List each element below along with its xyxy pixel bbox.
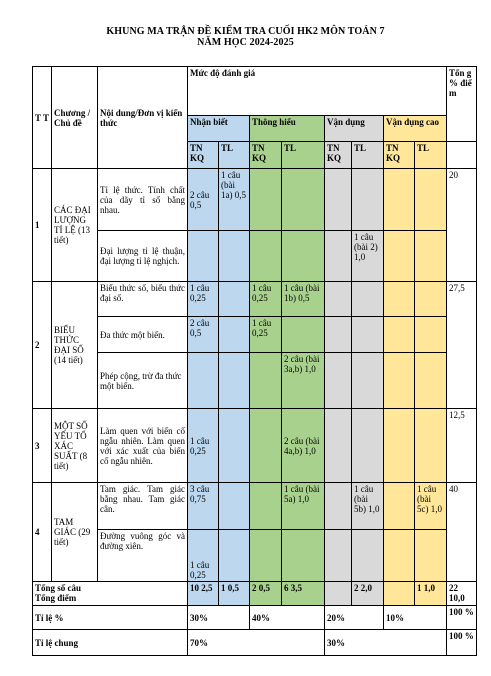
row1b-th-tl: [282, 231, 325, 282]
row4b-vdc-tn: [384, 530, 415, 582]
row4b-nb-tl: [219, 530, 250, 582]
header-nhanbiet: Nhận biết: [188, 116, 250, 142]
header-vandungcao: Vận dụng cao: [384, 116, 447, 142]
tile-label: Tỉ lệ %: [33, 606, 188, 630]
row4b-noidung: Đường vuông góc và đường xiên.: [98, 530, 188, 582]
header-mucdo: Mức độ đánh giá: [188, 67, 447, 116]
row4a-vd-tl: 1 câu (bài 5b) 1,0: [352, 483, 384, 530]
row2a-th-tn: 1 câu 0,25: [250, 282, 282, 317]
row1a-noidung: Tỉ lệ thức. Tính chất của dãy tỉ số bằng nhau.: [98, 169, 188, 231]
row3-chuong: MỘT SỐ YẾU TỐ XÁC SUẤT (8 tiết): [52, 409, 98, 483]
header-th-tl: TL: [282, 142, 325, 169]
school-year: NĂM HỌC 2024-2025: [197, 37, 294, 48]
row2c-vd-tn: [325, 353, 352, 409]
row2-tt: 2: [33, 282, 52, 409]
row2b-nb-tn: 2 câu 0,5: [188, 317, 219, 353]
row1a-th-tn: [250, 169, 282, 231]
row2b-th-tn: 1 câu 0,25: [250, 317, 282, 353]
row1-chuong: CÁC ĐẠI LƯỢNG TỈ LỆ (13 tiết): [52, 169, 98, 282]
tilechung-label: Tỉ lệ chung: [33, 630, 188, 656]
header-vdc-tnkq: TN KQ: [384, 142, 415, 169]
row3-th-tn: [250, 409, 282, 483]
row1b-noidung: Đại lượng tỉ lệ thuận, đại lượng tỉ lệ nghịch.: [98, 231, 188, 282]
row4a-th-tn: [250, 483, 282, 530]
matrix-table: [32, 66, 477, 656]
row1a-vdc-tl: [415, 169, 447, 231]
row2a-nb-tn: 1 câu 0,25: [188, 282, 219, 317]
row3-vd-tl: [352, 409, 384, 483]
row4a-vdc-tl: 1 câu (bài 5c) 1,0: [415, 483, 447, 530]
row3-vdc-tn: [384, 409, 415, 483]
row2c-vdc-tn: [384, 353, 415, 409]
tile-nb: 30%: [188, 606, 250, 630]
total-vd-tn: [325, 582, 352, 606]
total-nb-tl: 1 0,5: [219, 582, 250, 606]
row1a-vdc-tn: [384, 169, 415, 231]
row3-th-tl: 2 câu (bài 4a,b) 1,0: [282, 409, 325, 483]
total-vdc-tl: 1 1,0: [415, 582, 447, 606]
row1a-vd-tl: [352, 169, 384, 231]
row2b-vd-tn: [325, 317, 352, 353]
row2a-nb-tl: [219, 282, 250, 317]
header-vdc-tl: TL: [415, 142, 447, 169]
header-noidung: Nội dung/Đơn vị kiến thức: [98, 67, 188, 169]
row2a-th-tl: 1 câu (bài 1b) 0,5: [282, 282, 325, 317]
row4a-vdc-tn: [384, 483, 415, 530]
row4a-noidung: Tam giác. Tam giác bằng nhau. Tam giác cân.: [98, 483, 188, 530]
row4b-vdc-tl: [415, 530, 447, 582]
total-questions-label: Tổng số câu: [35, 583, 82, 593]
header-vd-tnkq: TN KQ: [325, 142, 352, 169]
row2a-vd-tl: [352, 282, 384, 317]
row4-chuong: TAM GIÁC (29 tiết): [52, 483, 98, 582]
total-vd-tl: 2 2,0: [352, 582, 384, 606]
tile-tong: 100 %: [447, 606, 477, 630]
row4b-vd-tn: [325, 530, 352, 582]
header-chuong: Chương / Chủ đề: [52, 67, 98, 169]
header-thonghieu: Thông hiểu: [250, 116, 325, 142]
row2c-vd-tl: [352, 353, 384, 409]
header-nb-tnkq: TN KQ: [188, 142, 219, 169]
row2c-th-tl: 2 câu (bài 3a,b) 1,0: [282, 353, 325, 409]
row2b-noidung: Đa thức một biến.: [98, 317, 188, 353]
row2b-vdc-tn: [384, 317, 415, 353]
total-th-tn: 2 0,5: [250, 582, 282, 606]
row4-tong: 40: [447, 483, 477, 582]
row3-vd-tn: [325, 409, 352, 483]
row2b-th-tl: [282, 317, 325, 353]
tile-th: 40%: [250, 606, 325, 630]
row2c-noidung: Phép cộng, trừ đa thức một biến.: [98, 353, 188, 409]
header-th-tnkq: TN KQ: [250, 142, 282, 169]
row1a-vd-tn: [325, 169, 352, 231]
row2a-vd-tn: [325, 282, 352, 317]
row3-vdc-tl: [415, 409, 447, 483]
row4a-vd-tn: [325, 483, 352, 530]
row2a-vdc-tn: [384, 282, 415, 317]
row1a-nb-tl: 1 câu (bài 1a) 0,5: [219, 169, 250, 231]
row2-tong: 27,5: [447, 282, 477, 409]
row2c-vdc-tl: [415, 353, 447, 409]
tile-vd: 20%: [325, 606, 384, 630]
row2b-vdc-tl: [415, 317, 447, 353]
row2a-noidung: Biểu thức số, biểu thức đại số.: [98, 282, 188, 317]
total-points-label: Tổng điểm: [35, 593, 77, 603]
header-tong-blank: [447, 142, 477, 169]
row4a-nb-tl: [219, 483, 250, 530]
tilechung-b: 30%: [325, 630, 447, 656]
document-title: KHUNG MA TRẬN ĐỀ KIỂM TRA CUỐI HK2 MÔN TOÁN 7: [106, 26, 385, 37]
row4-tt: 4: [33, 483, 52, 582]
total-th-tl: 6 3,5: [282, 582, 325, 606]
total-nb-tn: 10 2,5: [188, 582, 219, 606]
row4b-nb-tn: 1 câu 0,25: [188, 530, 219, 582]
row4a-nb-tn: 3 câu 0,75: [188, 483, 219, 530]
tilechung-a: 70%: [188, 630, 325, 656]
total-tong: 22 10,0: [447, 582, 477, 606]
row1a-th-tl: [282, 169, 325, 231]
row3-nb-tl: [219, 409, 250, 483]
total-vdc-tn: [384, 582, 415, 606]
row3-tong: 12,5: [447, 409, 477, 483]
header-nb-tl: TL: [219, 142, 250, 169]
row1b-vd-tl: 1 câu (bài 2) 1,0: [352, 231, 384, 282]
row4a-th-tl: 1 câu (bài 5a) 1,0: [282, 483, 325, 530]
row2b-vd-tl: [352, 317, 384, 353]
header-tong: Tổn g % điể m: [447, 67, 477, 142]
row1b-vd-tn: [325, 231, 352, 282]
totals-label: [33, 582, 188, 606]
row4b-th-tn: [250, 530, 282, 582]
header-vandung: Vận dụng: [325, 116, 384, 142]
row2c-th-tn: [250, 353, 282, 409]
row2a-vdc-tl: [415, 282, 447, 317]
row1-tong: 20: [447, 169, 477, 282]
row1b-nb-tl: [219, 231, 250, 282]
row3-nb-tn: 1 câu 0,25: [188, 409, 219, 483]
row1a-nb-tn: 2 câu 0,5: [188, 169, 219, 231]
header-tt: T T: [33, 67, 52, 169]
row3-noidung: Làm quen với biến cố ngẫu nhiên. Làm quen với xác xuất của biến cố ngẫu nhiên.: [98, 409, 188, 483]
row2b-nb-tl: [219, 317, 250, 353]
row2c-nb-tl: [219, 353, 250, 409]
row1-tt: 1: [33, 169, 52, 282]
row4b-th-tl: [282, 530, 325, 582]
row2c-nb-tn: [188, 353, 219, 409]
row1b-th-tn: [250, 231, 282, 282]
row4b-vd-tl: [352, 530, 384, 582]
row1b-vdc-tl: [415, 231, 447, 282]
tilechung-tong: 100 %: [447, 630, 477, 656]
tile-vdc: 10%: [384, 606, 447, 630]
row1b-vdc-tn: [384, 231, 415, 282]
header-vd-tl: TL: [352, 142, 384, 169]
row2-chuong: BIỂU THỨC ĐẠI SỐ (14 tiết): [52, 282, 98, 409]
row3-tt: 3: [33, 409, 52, 483]
row1b-nb-tn: [188, 231, 219, 282]
